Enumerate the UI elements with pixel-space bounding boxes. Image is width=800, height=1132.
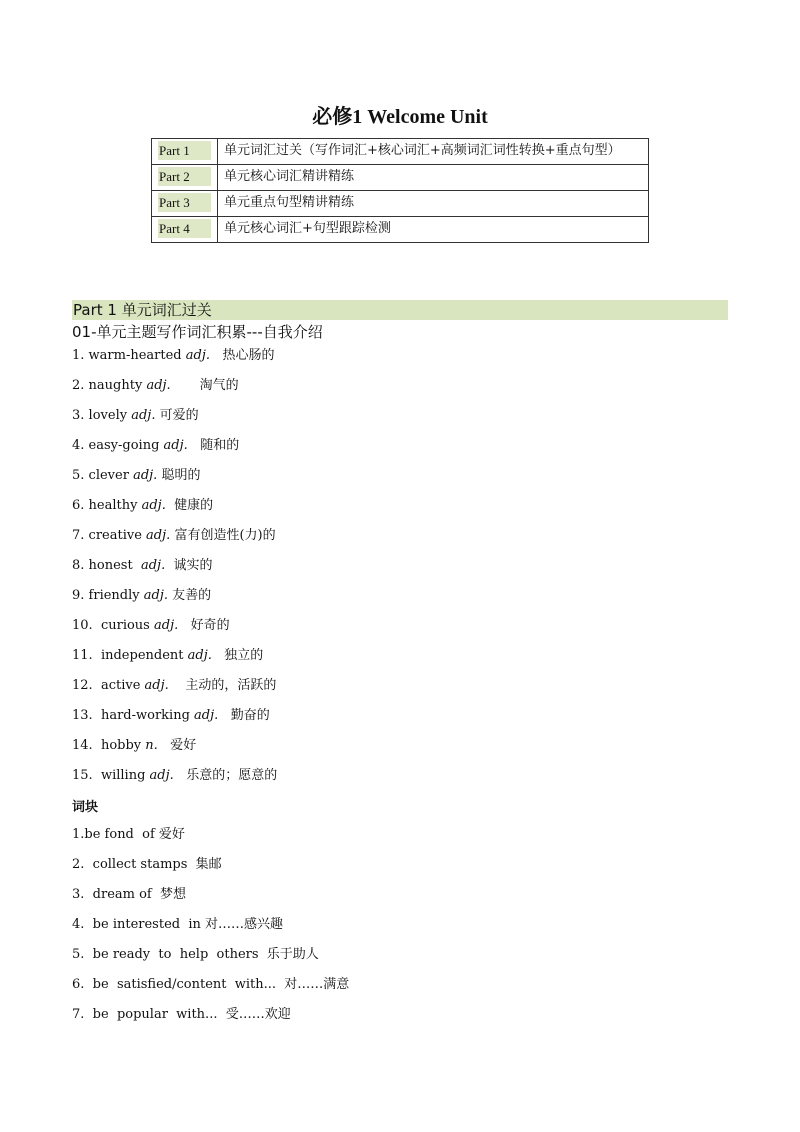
part-label: Part 2 [158,167,211,186]
item-number: 4. [72,438,85,453]
vocab-item [72,407,199,424]
item-number: 5. [72,468,85,483]
page-title: 必修1 Welcome Unit [312,106,488,128]
vocab-meaning: 热心肠的 [222,348,275,363]
item-number: 7. [72,528,85,543]
vocab-meaning: 好奇的 [190,618,230,633]
vocab-word: healthy [88,498,138,513]
vocab-meaning: 淘气的 [199,378,239,393]
vocab-item [72,617,230,634]
chunks-heading: 词块 [72,800,99,815]
vocab-item [72,767,277,784]
chunk-item: 1.be fond of 爱好 [72,827,185,842]
part-of-speech: adj. [154,618,179,633]
part-description: 单元核心词汇精讲精练 [218,165,649,191]
vocab-word: honest [88,558,133,573]
part-of-speech: adj. [143,588,169,603]
vocab-meaning: 勤奋的 [230,708,270,723]
item-number: 13. [72,708,93,723]
vocab-meaning: 主动的，活跃的 [185,678,277,693]
item-number: 12. [72,678,93,693]
vocab-word: active [100,678,141,693]
vocab-meaning: 友善的 [172,588,212,603]
vocab-meaning: 乐意的；愿意的 [186,768,278,783]
part-of-speech: adj. [133,468,158,483]
vocab-word: creative [88,528,142,543]
vocab-word: friendly [88,588,140,603]
item-number: 9. [72,588,85,603]
contents-row [152,139,649,165]
chunk-item: 7. be popular with... 受……欢迎 [72,1007,291,1022]
vocab-item [72,377,239,394]
vocab-word: lovely [88,408,128,423]
part-of-speech: adj. [185,348,211,363]
contents-row [152,191,649,217]
part-of-speech: n. [145,738,158,753]
vocab-item [72,467,200,484]
vocab-meaning: 可爱的 [159,408,199,423]
item-number: 6. [72,498,85,513]
part-of-speech: adj. [149,768,174,783]
vocab-meaning: 随和的 [200,438,240,453]
vocab-meaning: 富有创造性(力)的 [174,528,276,543]
part-label: Part 4 [158,219,211,238]
vocab-meaning: 独立的 [224,648,264,663]
vocab-item [72,527,276,544]
vocab-item [72,437,239,454]
item-number: 1. [72,348,85,363]
vocab-word: warm-hearted [88,348,182,363]
chunk-item: 3. dream of 梦想 [72,887,187,902]
part-label: Part 1 [158,141,211,160]
part-of-speech: adj. [146,528,171,543]
vocab-item [72,347,274,364]
vocab-item [72,677,276,694]
item-number: 10. [72,618,93,633]
part-of-speech: adj. [194,708,219,723]
part-description: 单元重点句型精讲精练 [218,191,649,217]
vocab-meaning: 健康的 [174,498,214,513]
vocab-word: hobby [100,738,142,753]
part-of-speech: adj. [146,378,171,393]
item-number: 11. [72,648,93,663]
item-number: 3. [72,408,85,423]
contents-row [152,165,649,191]
part-of-speech: adj. [187,648,212,663]
section-heading: Part 1 单元词汇过关 [72,300,728,320]
vocab-item [72,587,211,604]
vocab-meaning: 聪明的 [161,468,201,483]
part-label: Part 3 [158,193,211,212]
item-number: 2. [72,378,85,393]
vocab-item [72,737,196,754]
vocab-word: willing [100,768,146,783]
vocab-meaning: 诚实的 [173,558,213,573]
part-description: 单元核心词汇+句型跟踪检测 [218,217,649,243]
vocab-word: naughty [88,378,143,393]
chunk-item: 4. be interested in 对……感兴趣 [72,917,284,932]
contents-table [151,138,649,243]
subsection-heading: 01-单元主题写作词汇积累---自我介绍 [72,323,323,341]
vocab-item [72,647,263,664]
vocab-item [72,557,213,574]
vocab-word: curious [100,618,150,633]
vocab-word: hard-working [100,708,190,723]
vocab-word: clever [88,468,129,483]
item-number: 15. [72,768,93,783]
chunk-item: 5. be ready to help others 乐于助人 [72,947,319,962]
part-description: 单元词汇过关（写作词汇+核心词汇+高频词汇词性转换+重点句型） [218,139,649,165]
vocab-item [72,497,213,514]
part-of-speech: adj. [141,498,166,513]
part-of-speech: adj. [140,558,166,573]
chunk-item: 2. collect stamps 集邮 [72,857,222,872]
part-of-speech: adj. [131,408,156,423]
vocab-word: easy-going [88,438,160,453]
vocab-item [72,707,270,724]
item-number: 8. [72,558,85,573]
vocab-meaning: 爱好 [170,738,197,753]
vocab-word: independent [100,648,184,663]
contents-row [152,217,649,243]
chunk-item: 6. be satisfied/content with... 对……满意 [72,977,350,992]
item-number: 14. [72,738,93,753]
part-of-speech: adj. [144,678,169,693]
part-of-speech: adj. [163,438,188,453]
